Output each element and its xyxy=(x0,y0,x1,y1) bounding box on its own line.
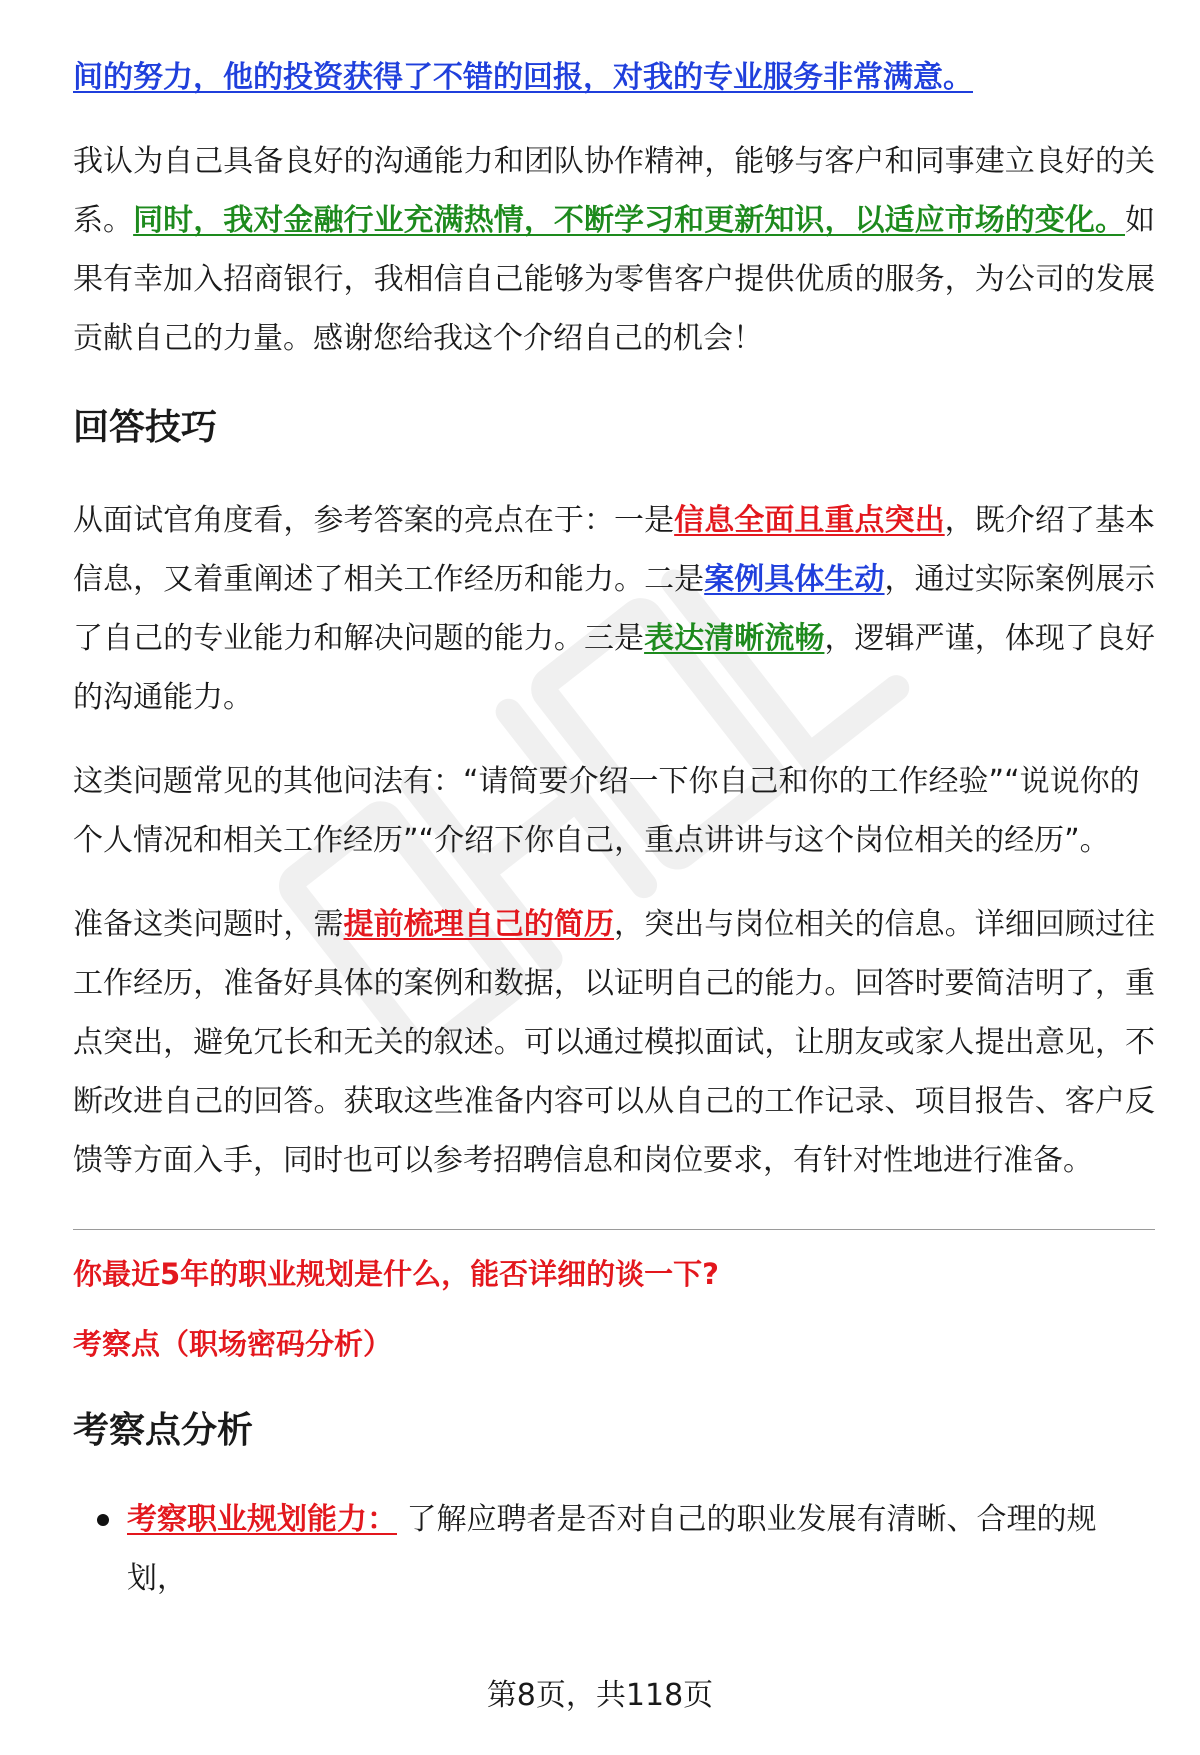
tips3-highlight: 提前梳理自己的简历 xyxy=(343,907,615,942)
tips1-text-1: 从面试官角度看，参考答案的亮点在于：一是 xyxy=(73,503,675,538)
intro-tail-paragraph xyxy=(73,48,1155,107)
self-assessment-paragraph xyxy=(73,132,1155,368)
tips1-highlight-2: 案例具体生动 xyxy=(704,562,885,597)
tips-paragraph-3 xyxy=(73,895,1155,1190)
question-subheading: 考察点（职场密码分析） xyxy=(73,1327,393,1361)
bullet-dot-icon xyxy=(97,1514,109,1526)
intro-highlight: 间的努力，他的投资获得了不错的回报，对我的专业服务非常满意。 xyxy=(73,60,973,95)
tips1-highlight-3: 表达清晰流畅 xyxy=(644,621,825,656)
tips1-text-4: ，逻辑严谨，体现了良好的沟通能力。 xyxy=(73,621,1156,715)
analysis-bullet-list xyxy=(73,1490,1155,1608)
list-item xyxy=(73,1490,1155,1608)
tips-paragraph-1 xyxy=(73,491,1155,727)
self-text-1: 我认为自己具备良好的沟通能力和团队协作精神，能够与客户和同事建立良好的关系。 xyxy=(73,144,1155,238)
self-highlight: 同时，我对金融行业充满热情，不断学习和更新知识，以适应市场的变化。 xyxy=(133,203,1126,238)
page-footer: 第8页，共118页 xyxy=(486,1678,714,1713)
bullet-text: 了解应聘者是否对自己的职业发展有清晰、合理的规划， xyxy=(127,1502,1097,1596)
heading-analysis: 考察点分析 xyxy=(73,1410,254,1451)
document-page xyxy=(73,48,1155,1608)
tips3-text-1: 准备这类问题时，需 xyxy=(73,907,344,942)
tips1-text-2: ，既介绍了基本信息，又着重阐述了相关工作经历和能力。二是 xyxy=(73,503,1156,597)
tips-paragraph-2: 这类问题常见的其他问法有：“请简要介绍一下你自己和你的工作经验”“说说你的个人情况和相关工作经历”“介绍下你自己，重点讲讲与这个岗位相关的经历”。 xyxy=(73,764,1140,858)
tips3-text-2: ，突出与岗位相关的信息。详细回顾过往工作经历，准备好具体的案例和数据，以证明自己的能力。回答时要简洁明了，重点突出，避免冗长和无关的叙述。可以通过模拟面试，让朋友或家人提出意见，不断改进自己的回答。获取这些准备内容可以从自己的工作记录、项目报告、客户反馈等方面入手，同时也可以参考招聘信息和岗位要求，有针对性地进行准备。 xyxy=(73,907,1156,1178)
self-text-2: 如果有幸加入招商银行，我相信自己能够为零售客户提供优质的服务，为公司的发展贡献自己的力量。感谢您给我这个介绍自己的机会！ xyxy=(73,203,1156,356)
tips1-highlight-1: 信息全面且重点突出 xyxy=(674,503,945,538)
bullet-label: 考察职业规划能力： xyxy=(127,1502,397,1537)
tips1-text-3: ，通过实际案例展示了自己的专业能力和解决问题的能力。三是 xyxy=(73,562,1156,656)
section-divider xyxy=(73,1229,1155,1230)
heading-answer-tips: 回答技巧 xyxy=(73,407,218,448)
question-heading: 你最近5年的职业规划是什么，能否详细的谈一下? xyxy=(73,1257,720,1291)
